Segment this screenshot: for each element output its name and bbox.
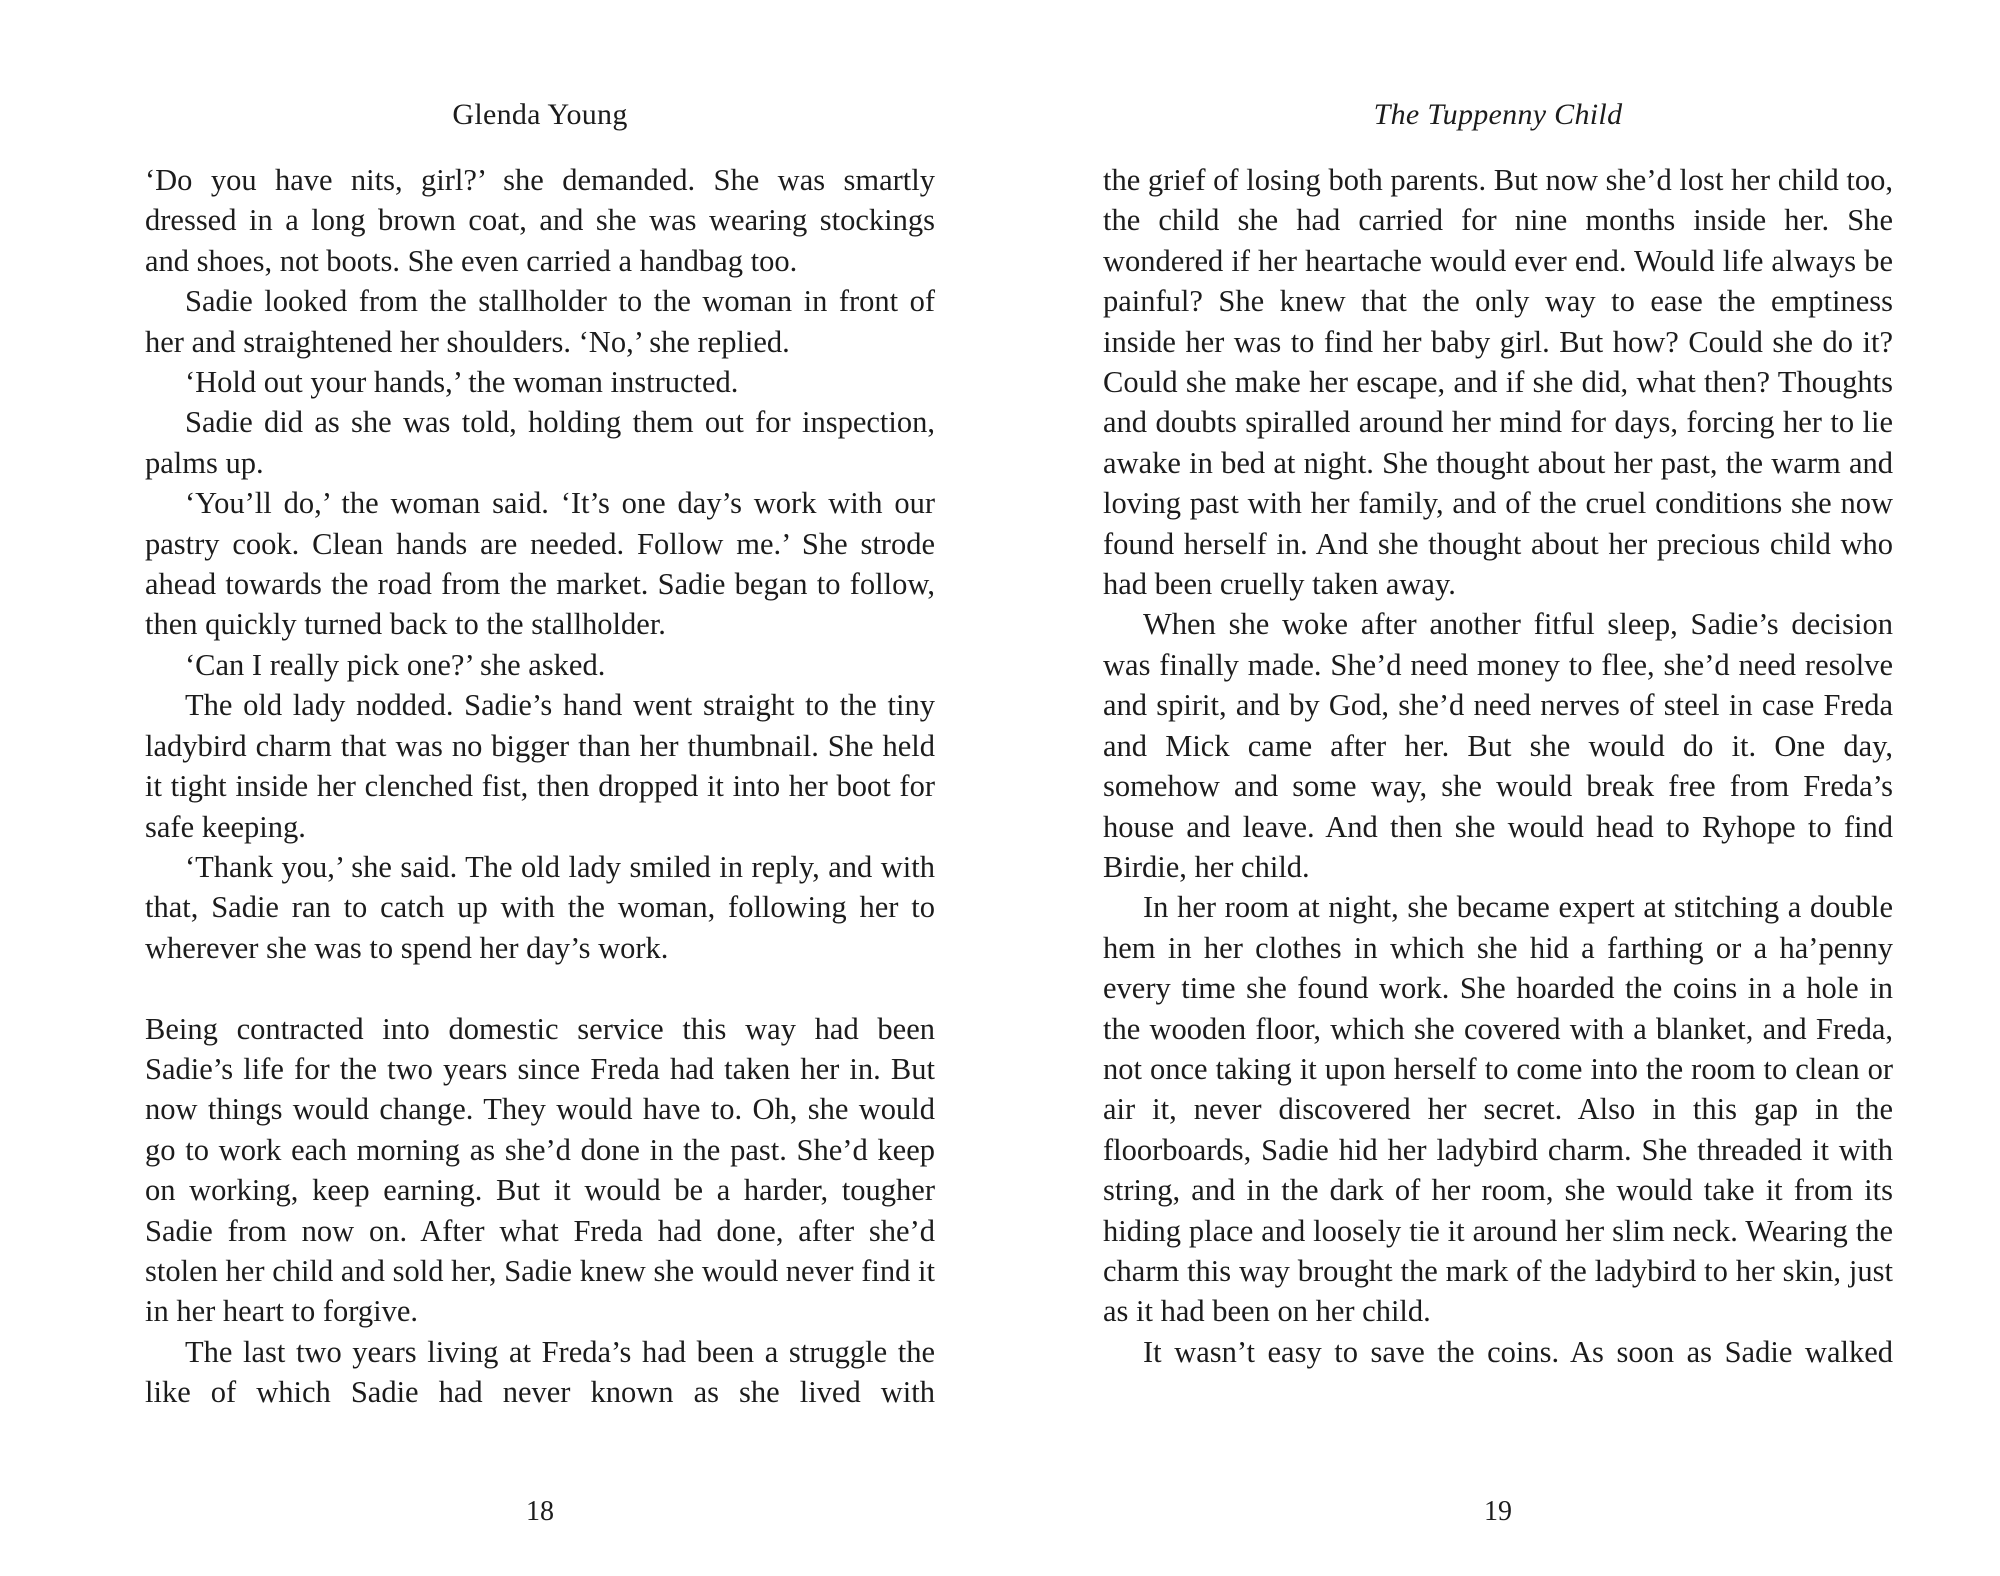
- paragraph: ‘Thank you,’ she said. The old lady smiled in reply, and with that, Sadie ran to catch up with the woman, following her to wherever she was to spend her day’s work.: [145, 849, 935, 965]
- paragraph: The last two years living at Freda’s had been a struggle the like of which Sadie had never known as she lived with: [145, 1334, 935, 1410]
- paragraph: Being contracted into domestic service this way had been Sadie’s life for the two years since Freda had taken her in. But now things would change. They would have to. Oh, she would go to work each morning as she’d done in the past. She’d keep on working, keep earning. But it would be a harder, tougher Sadie from now on. After what Freda had done, after she’d stolen her child and sold her, Sadie knew she would never find it in her heart to forgive.: [145, 1011, 935, 1329]
- section-break: [145, 968, 935, 1008]
- left-page-number: 18: [526, 1496, 554, 1527]
- paragraph: The old lady nodded. Sadie’s hand went straight to the tiny ladybird charm that was no bigger than her thumbnail. She held it tight inside her clenched fist, then dropped it into her boot for safe keeping.: [145, 688, 935, 844]
- paragraph: Sadie did as she was told, holding them out for inspection, palms up.: [145, 405, 935, 480]
- paragraph: Sadie looked from the stallholder to the woman in front of her and straightened her shoulders. ‘No,’ she replied.: [145, 284, 935, 359]
- right-page: [1103, 0, 1893, 1576]
- paragraph: ‘You’ll do,’ the woman said. ‘It’s one day’s work with our pastry cook. Clean hands are needed. Follow me.’ She strode ahead towards the road from the market. Sadie began to follow, then quickly turned back to the stallholder.: [145, 486, 935, 642]
- paragraph: the grief of losing both parents. But now she’d lost her child too, the child she had carried for nine months inside her. She wondered if her heartache would ever end. Would life always be painful? She knew that the only way to ease the emptiness inside her was to find her baby girl. But how? Could she do it? Could she make her escape, and if she did, what then? Thoughts and doubts spiralled around her mind for days, forcing her to lie awake in bed at night. She thought about her past, the warm and loving past with her family, and of the cruel conditions she now found herself in. And she thought about her precious child who had been cruelly taken away.: [1103, 163, 1893, 602]
- paragraph: When she woke after another fitful sleep, Sadie’s decision was finally made. She’d need money to flee, she’d need resolve and spirit, and by God, she’d need nerves of steel in case Freda and Mick came after her. But she would do it. One day, somehow and some way, she would break free from Freda’s house and leave. And then she would head to Ryhope to find Birdie, her child.: [1103, 607, 1893, 884]
- right-page-number: 19: [1484, 1496, 1512, 1527]
- right-running-head-title: The Tuppenny Child: [1373, 98, 1623, 131]
- paragraph: ‘Do you have nits, girl?’ she demanded. She was smartly dressed in a long brown coat, and she was wearing stockings and shoes, not boots. She even carried a handbag too.: [145, 163, 935, 278]
- left-running-head-author: Glenda Young: [452, 98, 628, 131]
- paragraph: ‘Can I really pick one?’ she asked.: [185, 647, 606, 682]
- left-page-body: [145, 160, 935, 1413]
- right-page-body: [1103, 160, 1893, 1372]
- paragraph: In her room at night, she became expert at stitching a double hem in her clothes in which she hid a farthing or a ha’penny every time she found work. She hoarded the coins in a hole in the wooden floor, which she covered with a blanket, and Freda, not once taking it upon herself to come into the room to clean or air it, never discovered her secret. Also in this gap in the floorboards, Sadie hid her ladybird charm. She threaded it with string, and in the dark of her room, she would take it from its hiding place and loosely tie it around her slim neck. Wearing the charm this way brought the mark of the ladybird to her skin, just as it had been on her child.: [1103, 890, 1893, 1329]
- left-page: [145, 0, 935, 1576]
- paragraph: It wasn’t easy to save the coins. As soon as Sadie walked: [1143, 1334, 1893, 1369]
- paragraph: ‘Hold out your hands,’ the woman instructed.: [185, 365, 739, 400]
